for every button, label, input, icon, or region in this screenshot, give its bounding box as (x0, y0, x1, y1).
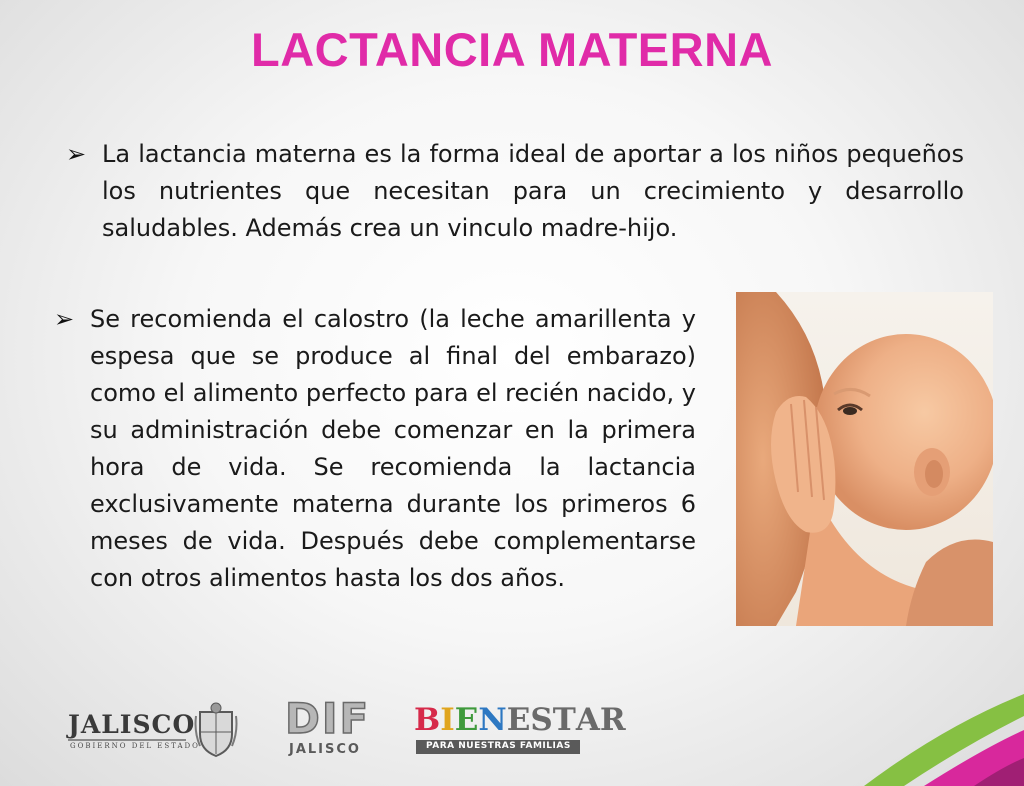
arrow-bullet-icon: ➢ (66, 140, 87, 168)
slide-title: LACTANCIA MATERNA (251, 23, 773, 76)
bienestar-letter: E (454, 702, 479, 738)
bullet-text-1: La lactancia materna es la forma ideal de aportar a los niños pequeños los nutrientes que necesitan para un crecimiento y desarrollo saludables. Además crea un vinculo madre-hijo. (102, 140, 964, 242)
arrow-bullet-icon: ➢ (54, 305, 75, 333)
decorative-swoosh (824, 686, 1024, 786)
jalisco-subtitle: GOBIERNO DEL ESTADO (70, 742, 200, 750)
bullet-point-1 (66, 136, 964, 247)
bullet-text-2: Se recomienda el calostro (la leche amarillenta y espesa que se produce al final del embarazo) como el alimento perfecto para el recién nacido, y su administración debe comenzar en la primera hora de vida. Se recomienda la lactancia exclusivamente materna durante los primeros 6 meses de vida. Después debe complementarse con otros alimentos hasta los dos años. (90, 305, 696, 592)
bienestar-letter: T (552, 702, 576, 738)
bienestar-letter: B (414, 702, 441, 738)
bienestar-letter: A (575, 702, 600, 738)
bienestar-letter: N (478, 702, 507, 738)
bienestar-wordmark (414, 702, 626, 738)
bullet-point-2 (54, 301, 696, 597)
bienestar-letter: E (506, 702, 531, 738)
bienestar-letter: R (599, 702, 626, 738)
bienestar-letter: I (440, 702, 455, 738)
jalisco-wordmark: JALISCO (68, 710, 196, 739)
bienestar-subtitle: PARA NUESTRAS FAMILIAS (426, 741, 571, 751)
bienestar-letter: S (530, 702, 553, 738)
dif-subtitle: JALISCO (289, 742, 361, 757)
dif-wordmark: DIF (285, 694, 371, 743)
coat-of-arms-icon (194, 702, 238, 758)
jalisco-divider (68, 739, 186, 741)
jalisco-logo (68, 710, 238, 760)
breastfeeding-photo (736, 292, 993, 626)
dif-jalisco-logo (285, 694, 371, 762)
bienestar-logo (414, 702, 626, 766)
footer-logos (0, 686, 1024, 786)
